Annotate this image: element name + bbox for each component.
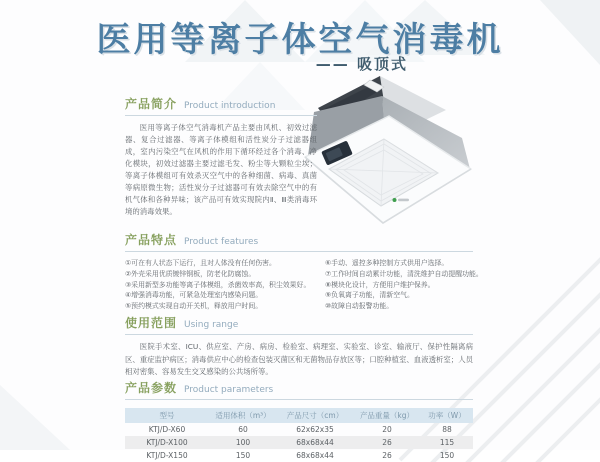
parameters-table <box>125 408 473 462</box>
feature-item: ②外壳采用优质镀锌钢板，防老化防腐蚀。 <box>125 269 256 278</box>
features-list-right <box>325 258 483 312</box>
table-row <box>125 423 473 436</box>
section-header <box>125 312 473 335</box>
cell-model: KTJ/D-X150 <box>146 451 188 460</box>
column-header-volume: 适用体积（m³） <box>209 408 277 423</box>
section-product-introduction <box>125 93 317 218</box>
section-title-en: Product introduction <box>184 101 276 111</box>
feature-item: ⑥手动、遥控多种控制方式供用户选择。 <box>325 259 449 267</box>
page-subtitle: —— 吸顶式 <box>315 55 408 73</box>
introduction-body: 医用等离子体空气消毒机产品主要由风机、初效过滤器、复合过滤器、等离子体模组和活性炭分子过滤器组成，室内污染空气在风机的作用下循环经过各个消毒、净化模块，初效过滤器主要过滤毛发、粉尘等大颗粒尘埃；等离子体模组可有效杀灭空气中的各种细菌、病毒、真菌等病原微生物；活性炭分子过滤器可有效去除空气中的有机气体和各种异味；该产品可有效实现院内Ⅱ、Ⅲ类消毒环境的消毒效果。 <box>125 123 317 216</box>
page-title: 医用等离子体空气消毒机 <box>96 20 504 60</box>
cell-weight: 20 <box>382 425 392 434</box>
feature-item: ⑤预约模式实现自动开关机，释放用户时间。 <box>125 302 263 311</box>
section-title-cn: 产品参数 <box>125 381 178 395</box>
section-product-parameters <box>125 377 473 462</box>
table-row <box>125 449 473 462</box>
cell-volume: 150 <box>235 451 251 460</box>
column-header-model: 型号 <box>125 408 209 423</box>
cell-size: 68x68x44 <box>296 451 334 460</box>
cell-size: 62x62x35 <box>296 425 334 434</box>
cell-size: 68x68x44 <box>277 436 353 449</box>
section-header <box>125 93 317 116</box>
cell-volume: 100 <box>209 436 277 449</box>
feature-item: ⑨负氧离子功能，清新空气。 <box>325 291 414 300</box>
feature-item: ⑦工作时间自动累计功能，清洗维护自动提醒功能。 <box>325 269 483 278</box>
cell-power: 115 <box>421 436 473 449</box>
section-header <box>125 377 473 400</box>
cell-model: KTJ/D-X100 <box>125 436 209 449</box>
section-title-en: Product parameters <box>184 385 274 395</box>
section-using-range <box>125 312 473 379</box>
column-header-weight: 产品重量（kg） <box>353 408 421 423</box>
table-header-row <box>125 408 473 423</box>
column-header-power: 功率（W） <box>421 408 473 423</box>
section-title-cn: 产品简介 <box>125 97 178 111</box>
cell-model: KTJ/D-X60 <box>148 425 186 434</box>
cell-weight: 26 <box>382 451 392 460</box>
features-list-left <box>125 258 325 312</box>
feature-item: ③采用新型多功能等离子体模组，杀菌效率高，积尘效果好。 <box>125 280 311 289</box>
feature-item: ⑩故障自动报警功能。 <box>325 302 394 311</box>
section-title-cn: 产品特点 <box>125 233 178 247</box>
section-title-en: Product features <box>184 237 259 247</box>
table-row <box>125 436 473 449</box>
feature-item: ⑧模块化设计，方便用户维护保养。 <box>325 280 435 289</box>
features-columns <box>125 258 483 312</box>
section-title-cn: 使用范围 <box>125 316 178 330</box>
section-title-en: Using range <box>184 320 239 330</box>
using-range-body: 医院手术室、ICU、供应室、产房、病房、检验室、病理室、实验室、诊室、输液厅、保护性隔离病区、重症监护病区；消毒供应中心的检查包装灭菌区和无菌物品存放区等；口腔种植室、血液透析室；人员相对密集、容易发生交叉感染的公共场所等。 <box>125 342 473 376</box>
cell-power: 88 <box>442 425 452 434</box>
feature-item: ④增强消毒功能，可紧急处理室内感染问题。 <box>125 291 263 300</box>
product-photo-ceiling-unit <box>292 72 532 237</box>
feature-item: ①可在有人状态下运行，且对人体没有任何伤害。 <box>125 259 276 267</box>
cell-weight: 26 <box>353 436 421 449</box>
section-header <box>125 229 473 252</box>
cell-volume: 60 <box>238 425 248 434</box>
section-product-features <box>125 229 483 312</box>
cell-power: 150 <box>439 451 455 460</box>
column-header-size: 产品尺寸（cm） <box>277 408 353 423</box>
